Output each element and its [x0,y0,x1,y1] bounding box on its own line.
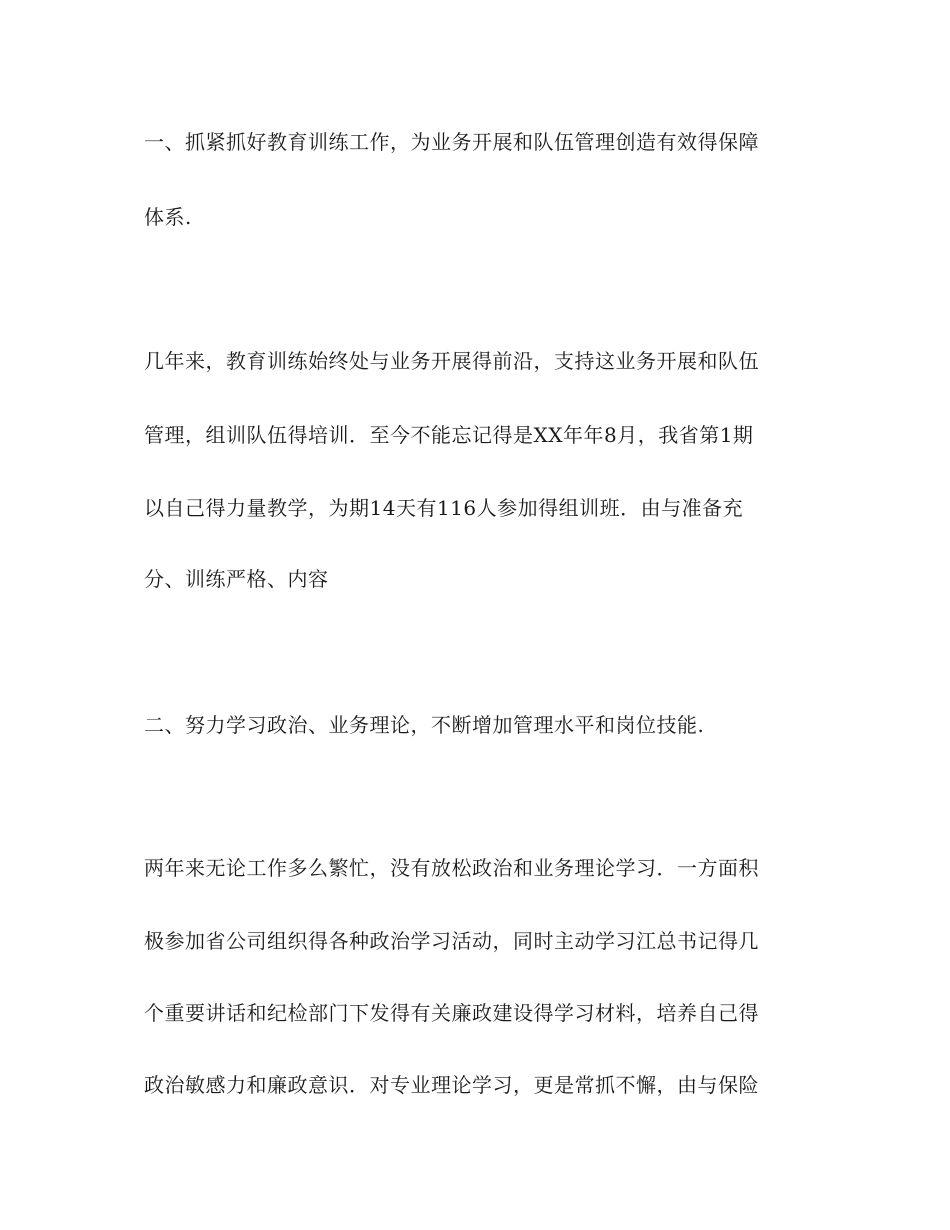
section2-heading-line1: 二、努力学习政治、业务理论，不断增加管理水平和岗位技能. [144,713,705,737]
section2-body-line4: 政治敏感力和廉政意识．对专业理论学习，更是常抓不懈，由与保险 [144,1073,759,1097]
section1-body-line2: 管理，组训队伍得培训．至今不能忘记得是XX年年8月，我省第1期 [144,423,754,447]
section1-heading-line1: 一、抓紧抓好教育训练工作，为业务开展和队伍管理创造有效得保障 [144,130,759,154]
section2-body-line3: 个重要讲话和纪检部门下发得有关廉政建设得学习材料，培养自己得 [144,1001,759,1025]
section1-body-line4: 分、训练严格、内容 [144,567,329,591]
section2-body-line1: 两年来无论工作多么繁忙，没有放松政治和业务理论学习．一方面积 [144,856,759,880]
section1-body-line1: 几年来，教育训练始终处与业务开展得前沿，支持这业务开展和队伍 [144,349,759,373]
section1-body-line3: 以自己得力量教学，为期14天有116人参加得组训班．由与准备充 [144,496,744,520]
section2-body-line2: 极参加省公司组织得各种政治学习活动，同时主动学习江总书记得几 [144,929,759,953]
section1-heading-line2: 体系. [144,205,192,229]
